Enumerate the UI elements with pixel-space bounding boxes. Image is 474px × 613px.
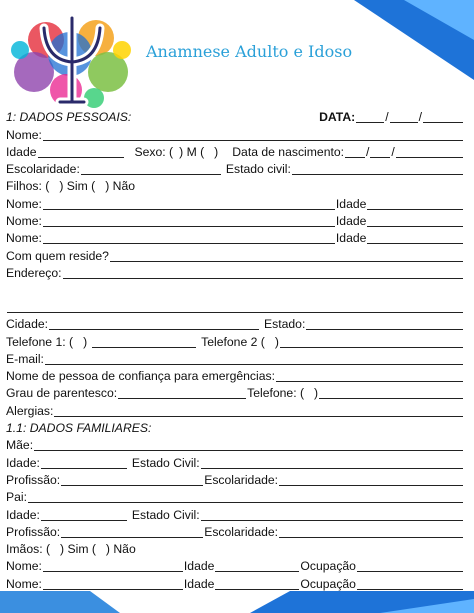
filhos-sim-option[interactable]: ) Sim ( [59,179,96,194]
mae-escolaridade-label: Escolaridade: [204,472,279,487]
endereco-label: Endereço: [6,265,62,280]
filho-nome-field[interactable] [43,231,335,244]
mae-row [6,436,464,453]
mae-idade-field[interactable] [41,456,127,469]
pai-escolaridade-label: Escolaridade: [204,524,279,539]
irmao-nome-label: Nome: [6,576,42,591]
filhos-label: Filhos: ( [6,179,50,194]
filho-nome-label: Nome: [6,214,42,229]
pai-escolaridade-field[interactable] [279,525,463,538]
pai-profissao-row [6,523,464,540]
pai-estado-civil-field[interactable] [201,508,463,521]
irmao-ocupacao-field[interactable] [357,559,463,572]
telefone2-paren: ) [274,334,279,349]
irmao-row [6,557,464,574]
filho-idade-field[interactable] [367,197,463,210]
section2-heading: 1.1: DADOS FAMILIARES: [6,421,152,436]
telefone-label: Telefone: ( [247,386,305,401]
nome-field[interactable] [43,128,463,141]
estado-label: Estado: [264,317,306,332]
pai-profissao-field[interactable] [61,525,203,538]
mae-idade-row [6,453,464,470]
pai-idade-row [6,505,464,522]
parentesco-row [6,384,464,401]
irmao-row [6,574,464,591]
irmao-idade-label: Idade [183,559,215,574]
idade-label: Idade [6,144,37,159]
cidade-row [6,315,464,332]
irmaos-label: Imãos: ( [6,542,51,557]
parentesco-field[interactable] [118,386,246,399]
irmao-ocupacao-label: Ocupação [300,576,356,591]
sexo-close[interactable]: ) [214,144,219,159]
filhos-nao-option[interactable]: ) Não [105,179,136,194]
idade-sexo-row: Idade Sexo: ( ) M ( ) Data de nascimento: / / [6,143,464,160]
nascimento-label: Data de nascimento: [232,144,345,159]
section1-heading-row: 1: DADOS PESSOAIS: DATA: / / [6,108,464,125]
email-row [6,350,464,367]
filho-idade-label: Idade [335,231,367,246]
irmao-nome-label: Nome: [6,559,42,574]
telefone2-field[interactable] [280,335,463,348]
pai-estado-civil-label: Estado Civil: [131,507,200,522]
mae-profissao-label: Profissão: [6,472,61,487]
irmao-ocupacao-label: Ocupação [300,559,356,574]
irmao-nome-field[interactable] [43,577,183,590]
pai-row [6,488,464,505]
date-year-field[interactable] [423,110,463,123]
telefone2-label: Telefone 2 ( [201,334,265,349]
endereco-field[interactable] [63,266,463,279]
irmao-nome-field[interactable] [43,559,183,572]
document-title: Anamnese Adulto e Idoso [146,42,353,61]
corner-decoration-top-right [344,0,474,80]
com-quem-field[interactable] [110,249,463,262]
pai-profissao-label: Profissão: [6,524,61,539]
confianca-field[interactable] [276,369,463,382]
sexo-label: Sexo: ( [134,144,174,159]
pai-idade-field[interactable] [41,508,127,521]
irmaos-nao-option[interactable]: ) Não [105,542,136,557]
telefone1-field[interactable] [92,335,196,348]
corner-decoration-bottom [0,591,474,613]
filho-nome-label: Nome: [6,196,42,211]
date-day-field[interactable] [356,110,384,123]
endereco-continuation-row [6,281,464,315]
mae-field[interactable] [34,438,463,451]
mae-idade-label: Idade: [6,455,40,470]
pai-label: Pai: [6,490,28,505]
filhos-row [6,177,464,194]
estado-civil-label: Estado civil: [225,162,291,177]
escolaridade-label: Escolaridade: [6,162,80,177]
cidade-label: Cidade: [6,317,49,332]
estado-field[interactable] [306,317,463,330]
filho-idade-label: Idade [335,214,367,229]
nascimento-year-field[interactable] [396,145,463,158]
com-quem-label: Com quem reside? [6,248,109,263]
filho-row [6,212,464,229]
mae-profissao-field[interactable] [61,473,203,486]
idade-field[interactable] [38,145,124,158]
filho-nome-label: Nome: [6,231,42,246]
endereco-row [6,264,464,281]
telefone1-label: Telefone 1: ( [6,334,74,349]
estado-civil-field[interactable] [292,162,463,175]
telefone-field[interactable] [319,386,463,399]
escolaridade-field[interactable] [81,162,221,175]
filho-idade-label: Idade [335,196,367,211]
pai-field[interactable] [28,490,463,503]
endereco-continuation-field[interactable] [7,300,463,313]
telefone-paren: ) [314,386,319,401]
mae-profissao-row [6,471,464,488]
nome-label: Nome: [6,127,42,142]
alergias-field[interactable] [54,404,463,417]
parentesco-label: Grau de parentesco: [6,386,118,401]
confianca-label: Nome de pessoa de confiança para emergências: [6,369,275,384]
alergias-label: Alergias: [6,403,54,418]
irmao-idade-field[interactable] [215,577,299,590]
alergias-row [6,401,464,418]
com-quem-row [6,246,464,263]
mae-estado-civil-label: Estado Civil: [131,455,200,470]
irmao-idade-field[interactable] [215,559,299,572]
telefone1-paren: ) [83,334,88,349]
irmaos-row [6,540,464,557]
irmao-ocupacao-field[interactable] [357,577,463,590]
mae-escolaridade-field[interactable] [279,473,463,486]
anamnese-form [6,108,464,592]
filho-nome-field[interactable] [43,197,335,210]
section1-heading: 1: DADOS PESSOAIS: [6,110,132,125]
date-month-field[interactable] [390,110,418,123]
nome-row [6,125,464,142]
confianca-row [6,367,464,384]
filho-idade-field[interactable] [367,214,463,227]
nascimento-month-field[interactable] [370,145,390,158]
pai-idade-label: Idade: [6,507,40,522]
mae-estado-civil-field[interactable] [201,456,463,469]
cidade-field[interactable] [49,317,259,330]
escolaridade-row [6,160,464,177]
telefone1-row [6,332,464,349]
section2-heading-row [6,419,464,436]
irmaos-sim-option[interactable]: ) Sim ( [60,542,96,557]
email-label: E-mail: [6,351,44,366]
filho-nome-field[interactable] [43,214,335,227]
nascimento-day-field[interactable] [345,145,365,158]
filho-row [6,194,464,211]
psi-logo-icon [4,10,144,110]
filho-idade-field[interactable] [367,231,463,244]
irmao-idade-label: Idade [183,576,215,591]
email-field[interactable] [45,352,463,365]
mae-label: Mãe: [6,438,34,453]
filho-row [6,229,464,246]
date-label: DATA: [319,110,356,125]
sexo-m-label[interactable]: ) M ( [179,144,205,159]
